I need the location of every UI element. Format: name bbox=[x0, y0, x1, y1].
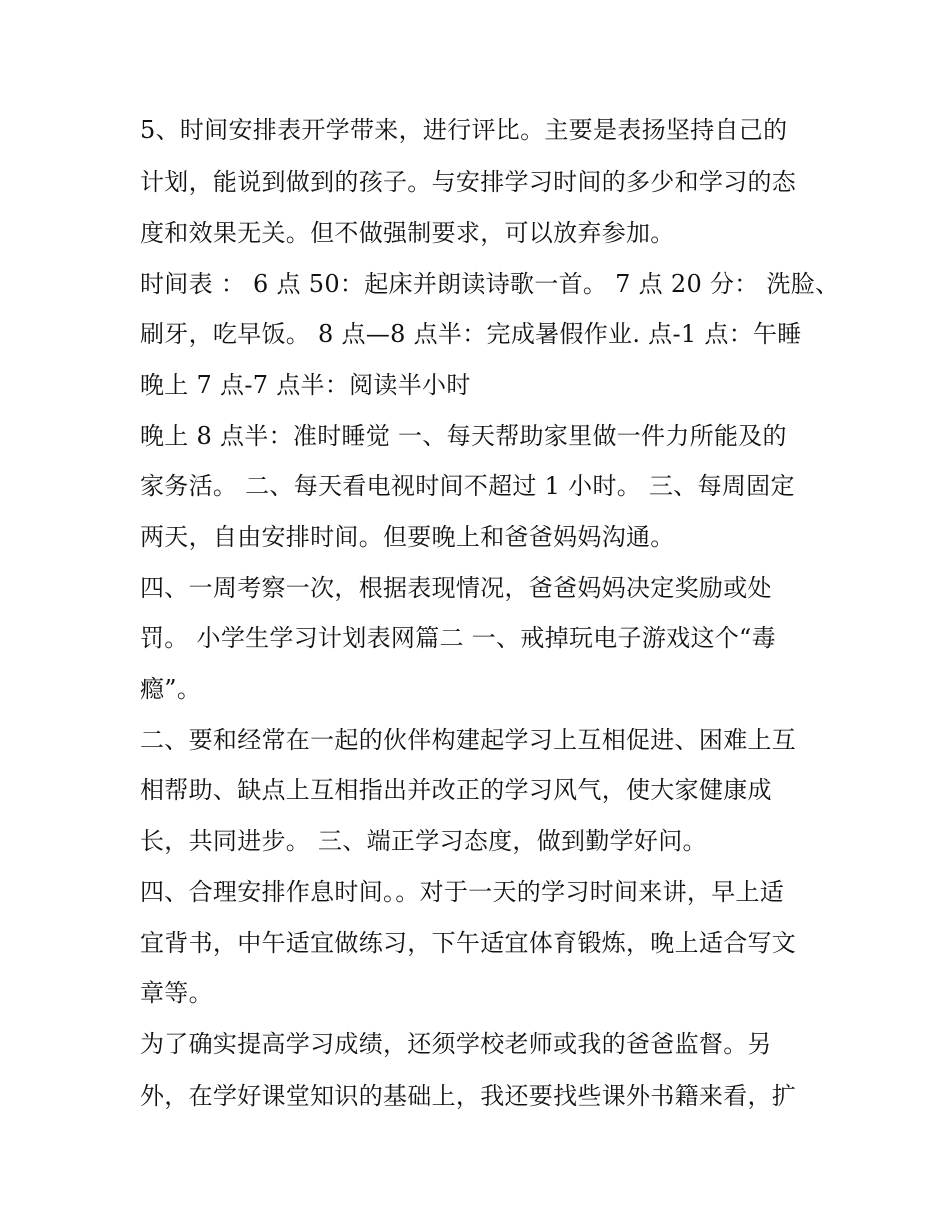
text-line: 外，在学好课堂知识的基础上，我还要找些课外书籍来看，扩 bbox=[140, 1082, 797, 1110]
text-line: 四、合理安排作息时间。。对于一天的学习时间来讲，早上适 bbox=[140, 878, 785, 906]
text-line: 相帮助、缺点上互相指出并改正的学习风气，使大家健康成 bbox=[140, 776, 772, 804]
text-line: 两天，自由安排时间。但要晚上和爸爸妈妈沟通。 bbox=[140, 523, 675, 551]
text-line: 二、要和经常在一起的伙伴构建起学习上互相促进、困难上互 bbox=[140, 726, 797, 754]
text-line: 晚上 7 点-7 点半：阅读半小时 bbox=[140, 371, 471, 399]
text-line: 家务活。 二、每天看电视时间不超过 1 小时。 三、每周固定 bbox=[140, 472, 795, 500]
text-line: 罚。 小学生学习计划表网篇二 一、戒掉玩电子游戏这个“毒 bbox=[140, 624, 776, 652]
text-line: 刷牙，吃早饭。 8 点—8 点半：完成暑假作业. 点-1 点：午睡 bbox=[140, 320, 802, 348]
text-line: 5、时间安排表开学带来，进行评比。主要是表扬坚持自己的 bbox=[140, 116, 788, 144]
text-line: 时间表 ： 6 点 50：起床并朗读诗歌一首。 7 点 20 分： 洗脸、 bbox=[140, 270, 840, 298]
text-line: 四、一周考察一次，根据表现情况，爸爸妈妈决定奖励或处 bbox=[140, 574, 772, 602]
text-line: 晚上 8 点半：准时睡觉 一、每天帮助家里做一件力所能及的 bbox=[140, 422, 787, 450]
text-line: 章等。 bbox=[140, 979, 213, 1007]
text-line: 瘾”。 bbox=[140, 675, 202, 703]
text-line: 度和效果无关。但不做强制要求，可以放弃参加。 bbox=[140, 219, 675, 247]
text-line: 计划，能说到做到的孩子。与安排学习时间的多少和学习的态 bbox=[140, 168, 797, 196]
text-line: 长，共同进步。 三、端正学习态度，做到勤学好问。 bbox=[140, 827, 707, 855]
text-line: 宜背书，中午适宜做练习，下午适宜体育锻炼，晚上适合写文 bbox=[140, 929, 797, 957]
text-line: 为了确实提高学习成绩，还须学校老师或我的爸爸监督。另 bbox=[140, 1030, 772, 1058]
